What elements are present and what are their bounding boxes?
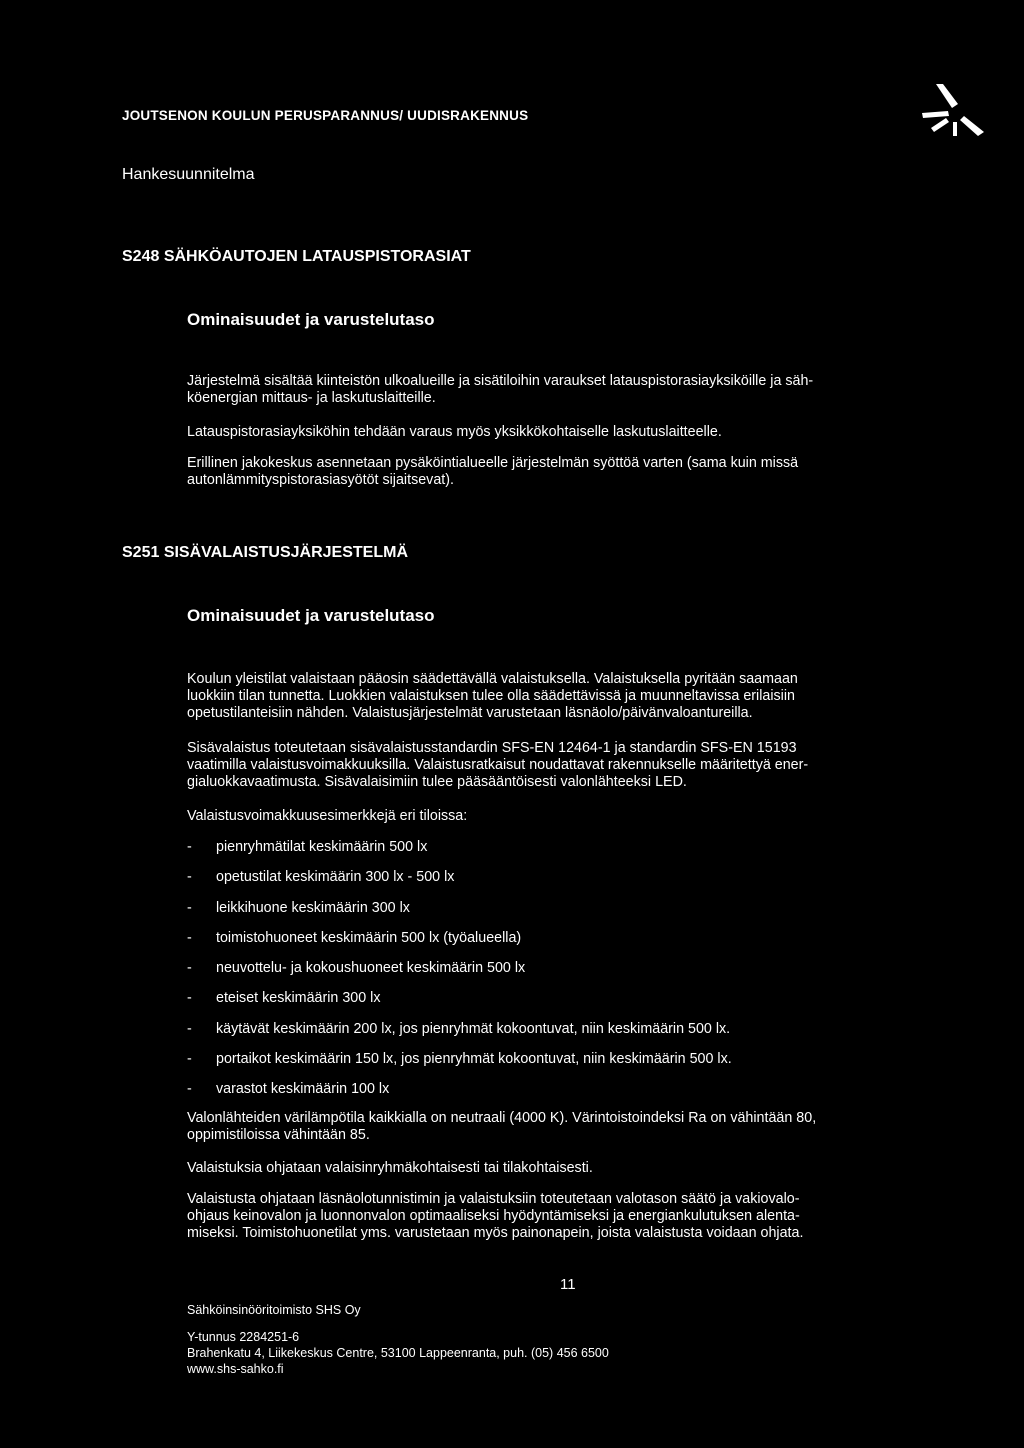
text-line: Valonlähteiden värilämpötila kaikkialla on neutraali (4000 K). Värintoistoindeksi Ra on vähintään 80, <box>187 1110 817 1126</box>
s251-paragraph-2 <box>187 740 933 791</box>
list-dash: - <box>187 1020 192 1037</box>
document-subtitle: Hankesuunnitelma <box>122 166 255 183</box>
s248-paragraph-2 <box>187 424 933 441</box>
s251-paragraph-6 <box>187 1191 933 1242</box>
footer-website: www.shs-sahko.fi <box>187 1362 284 1376</box>
s251-paragraph-1 <box>187 671 933 722</box>
section-title-s251: S251 SISÄVALAISTUSJÄRJESTELMÄ <box>122 544 408 561</box>
list-item-text: pienryhmätilat keskimäärin 500 lx <box>216 839 428 855</box>
list-dash: - <box>187 899 192 916</box>
text-line: Järjestelmä sisältää kiinteistön ulkoalueille ja sisätiloihin varaukset latauspistorasiayksiköille ja säh- <box>187 373 814 389</box>
page-number: 11 <box>560 1276 576 1293</box>
text-line: autonlämmityspistorasiasyötöt sijaitsevat). <box>187 472 454 488</box>
text-line: vaatimilla valaistusvoimakkuuksilla. Valaistusratkaisut noudattavat rakennukselle määritettyä ener- <box>187 757 809 773</box>
list-item-text: leikkihuone keskimäärin 300 lx <box>216 899 410 916</box>
s248-paragraph-3 <box>187 455 933 489</box>
footer-company: Sähköinsinööritoimisto SHS Oy <box>187 1303 361 1317</box>
text-line: Latauspistorasiayksiköhin tehdään varaus myös yksikkökohtaiselle laskutuslaitteelle. <box>187 424 722 440</box>
list-dash: - <box>187 869 192 886</box>
footer-address: Brahenkatu 4, Liikekeskus Centre, 53100 Lappeenranta, puh. (05) 456 6500 <box>187 1346 609 1360</box>
list-item-text: varastot keskimäärin 100 lx <box>216 1081 390 1098</box>
list-dash: - <box>187 990 192 1007</box>
text-line: Erillinen jakokeskus asennetaan pysäköintialueelle järjestelmän syöttöä varten (sama kuin missä <box>187 455 799 471</box>
section-s248-subheading: Ominaisuudet ja varustelutaso <box>187 310 435 329</box>
text-line: Koulun yleistilat valaistaan pääosin säädettävällä valaistuksella. Valaistuksella pyritään saamaan <box>187 671 798 687</box>
list-dash: - <box>187 960 192 977</box>
text-line: luokkiin tilan tunnetta. Luokkien valaistuksen tulee olla säädettävissä ja muunneltavissa erilaisiin <box>187 688 795 704</box>
list-dash: - <box>187 839 192 855</box>
list-item-text: neuvottelu- ja kokoushuoneet keskimäärin 500 lx <box>216 960 526 977</box>
document-header-title: JOUTSENON KOULUN PERUSPARANNUS/ UUDISRAKENNUS <box>122 108 529 123</box>
list-item-text: opetustilat keskimäärin 300 lx - 500 lx <box>216 869 455 886</box>
s251-paragraph-4 <box>187 1110 933 1144</box>
footer-business-id: Y-tunnus 2284251-6 <box>187 1330 300 1344</box>
text-line: Valaistusvoimakkuusesimerkkejä eri tiloissa: <box>187 808 468 824</box>
text-line: Valaistusta ohjataan läsnäolotunnistimin ja valaistuksiin toteutetaan valotason säätö ja vakiovalo- <box>187 1191 800 1207</box>
s248-paragraph-1 <box>187 373 933 407</box>
list-dash: - <box>187 1051 192 1068</box>
text-line: ohjaus keinovalon ja luonnonvalon optimaaliseksi hyödyntämiseksi ja energiankulutuksen alenta- <box>187 1208 800 1224</box>
text-line: gialuokkavaatimusta. Sisävalaisimiin tulee pääsääntöisesti valonlähteeksi LED. <box>187 774 687 790</box>
company-logo-burst-icon <box>922 84 984 140</box>
list-item-text: toimistohuoneet keskimäärin 500 lx (työalueella) <box>216 929 522 946</box>
s251-paragraph-3 <box>187 808 933 825</box>
section-s251-subheading: Ominaisuudet ja varustelutaso <box>187 606 435 625</box>
list-item-text: portaikot keskimäärin 150 lx, jos pienryhmät kokoontuvat, niin keskimäärin 500 lx. <box>216 1051 732 1068</box>
text-line: Sisävalaistus toteutetaan sisävalaistusstandardin SFS-EN 12464-1 ja standardin SFS-EN 15193 <box>187 740 797 756</box>
text-line: Valaistuksia ohjataan valaisinryhmäkohtaisesti tai tilakohtaisesti. <box>187 1160 593 1176</box>
text-line: opetustilanteisiin nähden. Valaistusjärjestelmät varustetaan läsnäolo/päivänvaloantureilla. <box>187 705 753 721</box>
list-dash: - <box>187 1081 192 1098</box>
list-dash: - <box>187 929 192 946</box>
list-item-text: käytävät keskimäärin 200 lx, jos pienryhmät kokoontuvat, niin keskimäärin 500 lx. <box>216 1020 731 1037</box>
s251-paragraph-5 <box>187 1160 933 1177</box>
list-item-text: eteiset keskimäärin 300 lx <box>216 990 381 1007</box>
text-line: oppimistiloissa vähintään 85. <box>187 1127 370 1143</box>
section-title-s248: S248 SÄHKÖAUTOJEN LATAUSPISTORASIAT <box>122 248 471 265</box>
text-line: miseksi. Toimistohuonetilat yms. varustetaan myös painonapein, joista valaistusta voidaan ohjata. <box>187 1225 804 1241</box>
text-line: köenergian mittaus- ja laskutuslaitteille. <box>187 390 436 406</box>
